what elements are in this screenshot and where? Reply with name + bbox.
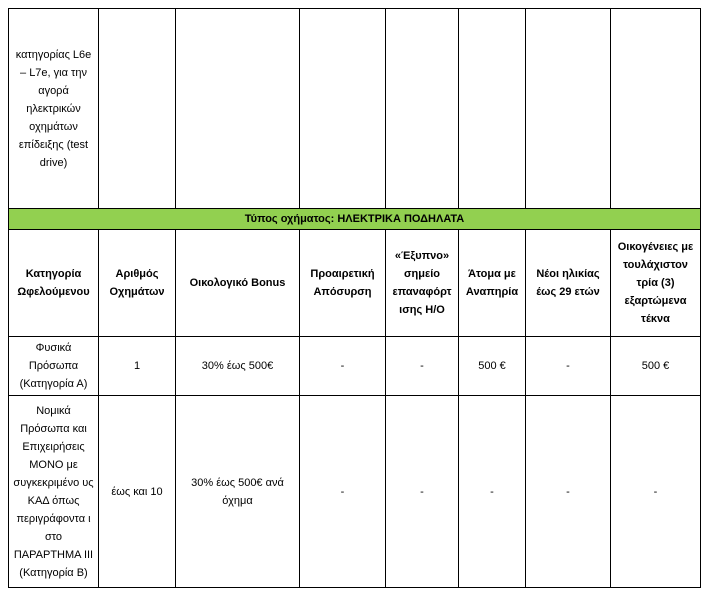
header-beneficiary-category: Κατηγορία Ωφελούμενου xyxy=(9,230,99,337)
cell-disability: 500 € xyxy=(459,337,526,396)
cell-charging-point: - xyxy=(386,396,459,588)
header-smart-charging-point: «Έξυπνο» σημείο επαναφόρτ ισης Η/Ο xyxy=(386,230,459,337)
cell-vehicles: έως και 10 xyxy=(99,396,176,588)
cell-families: 500 € xyxy=(611,337,701,396)
empty-cell xyxy=(386,9,459,209)
header-disability: Άτομα με Αναπηρία xyxy=(459,230,526,337)
cell-disability: - xyxy=(459,396,526,588)
cell-vehicles: 1 xyxy=(99,337,176,396)
empty-cell xyxy=(459,9,526,209)
cell-scrappage: - xyxy=(300,337,386,396)
continued-category-cell: κατηγορίας L6e – L7e, για την αγορά ηλεκτρικών οχημάτων επίδειξης (test drive) xyxy=(9,9,99,209)
cell-families: - xyxy=(611,396,701,588)
header-young-people: Νέοι ηλικίας έως 29 ετών xyxy=(526,230,611,337)
subsidy-table xyxy=(8,8,701,588)
empty-cell xyxy=(176,9,300,209)
header-vehicle-count: Αριθμός Οχημάτων xyxy=(99,230,176,337)
cell-scrappage: - xyxy=(300,396,386,588)
cell-bonus: 30% έως 500€ ανά όχημα xyxy=(176,396,300,588)
empty-cell xyxy=(526,9,611,209)
section-title: Τύπος οχήματος: ΗΛΕΚΤΡΙΚΑ ΠΟΔΗΛΑΤΑ xyxy=(9,209,701,230)
continued-row xyxy=(9,9,701,209)
cell-charging-point: - xyxy=(386,337,459,396)
section-row xyxy=(9,209,701,230)
cell-young: - xyxy=(526,396,611,588)
header-eco-bonus: Οικολογικό Bonus xyxy=(176,230,300,337)
empty-cell xyxy=(99,9,176,209)
table-row xyxy=(9,337,701,396)
header-row xyxy=(9,230,701,337)
header-large-families: Οικογένειες με τουλάχιστον τρία (3) εξαρτώμενα τέκνα xyxy=(611,230,701,337)
table-row xyxy=(9,396,701,588)
empty-cell xyxy=(611,9,701,209)
cell-category: Νομικά Πρόσωπα και Επιχειρήσεις ΜΟΝΟ με συγκεκριμένο υς ΚΑΔ όπως περιγράφοντα ι στο ΠΑΡΑΡΤΗΜΑ ΙΙΙ (Κατηγορία Β) xyxy=(9,396,99,588)
empty-cell xyxy=(300,9,386,209)
header-optional-scrappage: Προαιρετική Απόσυρση xyxy=(300,230,386,337)
cell-bonus: 30% έως 500€ xyxy=(176,337,300,396)
cell-young: - xyxy=(526,337,611,396)
cell-category: Φυσικά Πρόσωπα (Κατηγορία Α) xyxy=(9,337,99,396)
